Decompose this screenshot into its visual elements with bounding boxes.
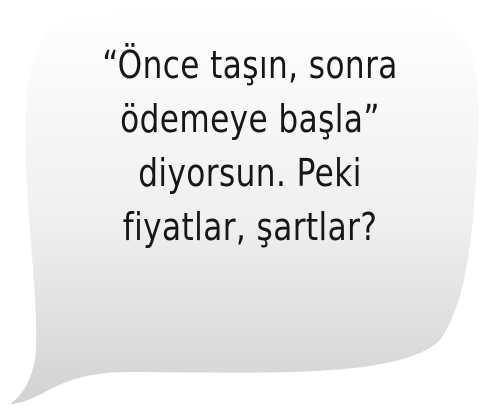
bubble-text-line-3: diyorsun. Peki: [138, 151, 362, 195]
bubble-text-line-4: fiyatlar, şartlar?: [122, 205, 378, 249]
bubble-text-line-2: ödemeye başla”: [120, 97, 380, 141]
bubble-text: [60, 38, 440, 254]
bubble-text-line-1: “Önce taşın, sonra: [102, 43, 398, 87]
